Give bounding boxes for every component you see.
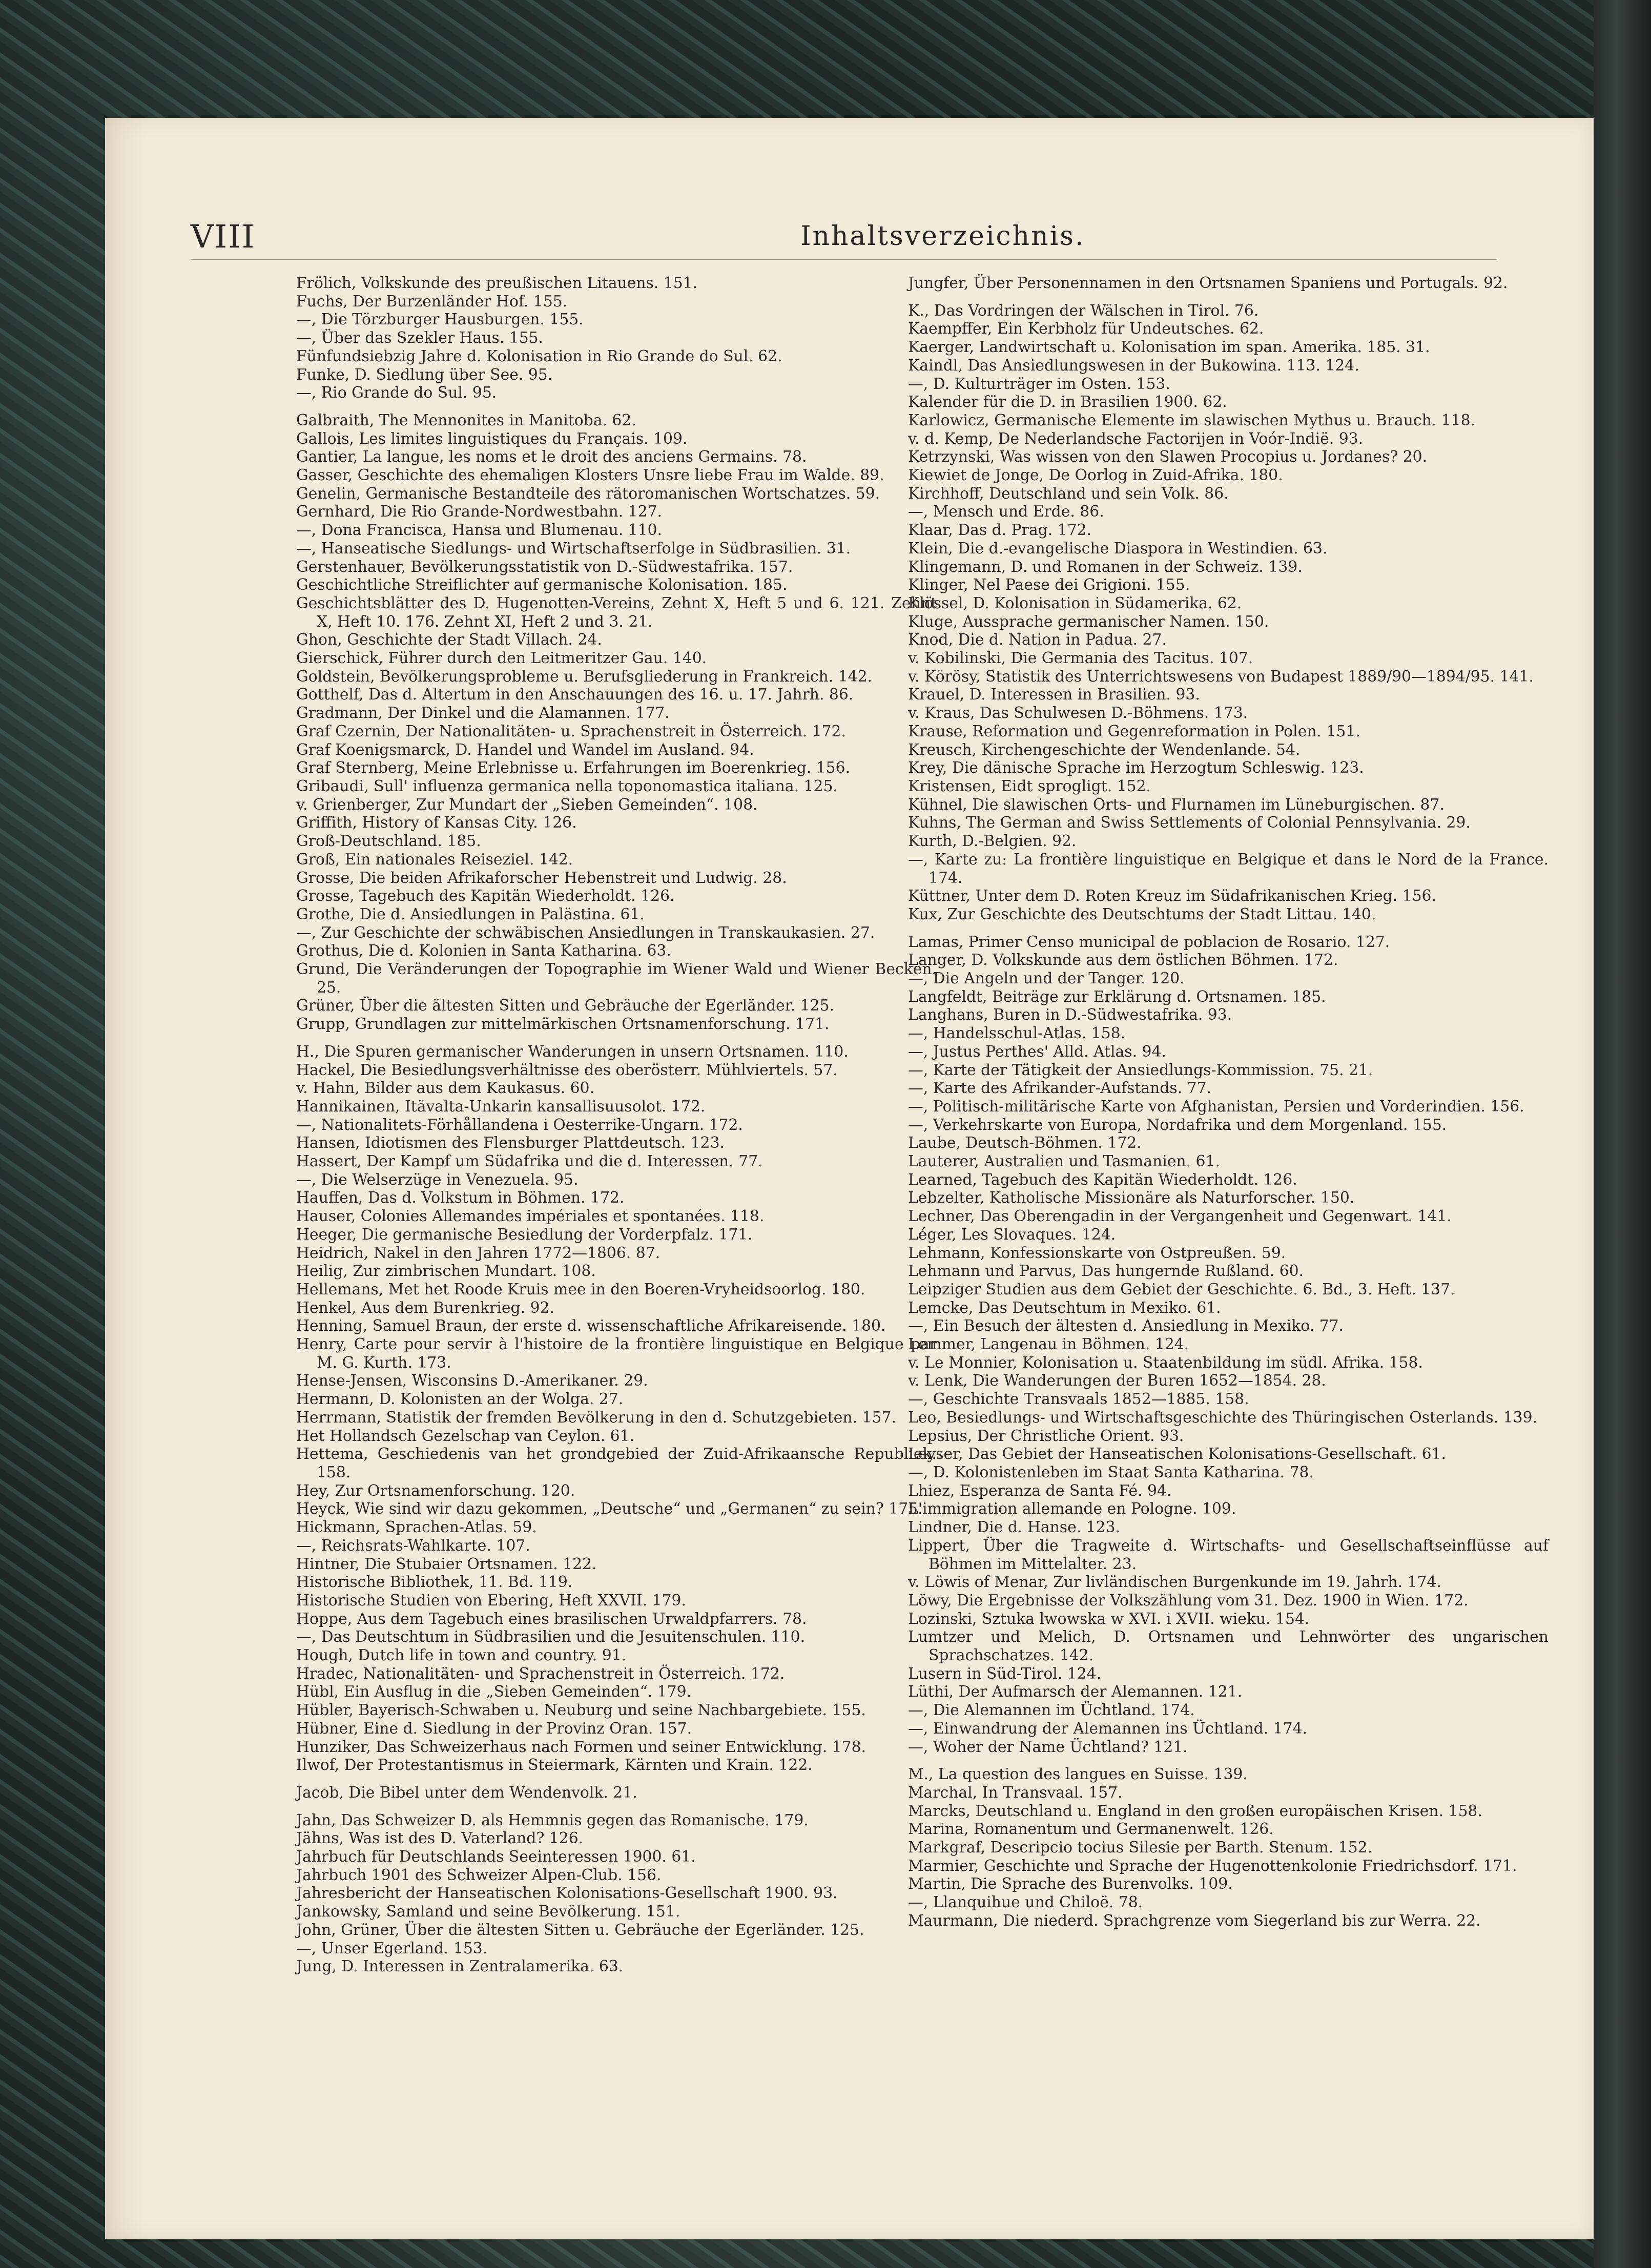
index-entry: Ghon, Geschichte der Stadt Villach. 24. (296, 631, 602, 649)
index-entry: —, Politisch-militärische Karte von Afghanistan, Persien und Vorderindien. 156. (908, 1097, 1524, 1116)
index-entry: Galbraith, The Mennonites in Manitoba. 62. (296, 411, 636, 429)
index-entry: v. Körösy, Statistik des Unterrichtswesens von Budapest 1889/90—1894/95. 141. (908, 667, 1534, 686)
page-number: VIII (191, 218, 256, 255)
index-entry: Langhans, Buren in D.-Südwestafrika. 93. (908, 1006, 1232, 1024)
index-entry: Hauffen, Das d. Volkstum in Böhmen. 172. (296, 1189, 625, 1207)
index-entry: v. Hahn, Bilder aus dem Kaukasus. 60. (296, 1079, 594, 1098)
index-entry: —, Llanquihue und Chiloë. 78. (908, 1893, 1143, 1912)
index-entry: —, Rio Grande do Sul. 95. (296, 384, 497, 402)
index-entry: —, Hanseatische Siedlungs- und Wirtschaftserfolge in Südbrasilien. 31. (296, 539, 851, 558)
index-entry: Jahresbericht der Hanseatischen Kolonisations-Gesellschaft 1900. 93. (296, 1884, 838, 1903)
index-entry: —, Dona Francisca, Hansa und Blumenau. 110. (296, 521, 663, 540)
index-column-right (908, 274, 1549, 1930)
index-entry: —, Über das Szekler Haus. 155. (296, 329, 544, 347)
index-entry: —, Karte der Tätigkeit der Ansiedlungs-Kommission. 75. 21. (908, 1061, 1373, 1079)
index-entry: —, Unser Egerland. 153. (296, 1939, 488, 1957)
index-entry: Lemmer, Langenau in Böhmen. 124. (908, 1335, 1189, 1354)
index-entry: Hackel, Die Besiedlungsverhältnisse des oberösterr. Mühlviertels. 57. (296, 1061, 838, 1079)
index-entry: Krey, Die dänische Sprache im Herzogtum Schleswig. 123. (908, 759, 1364, 777)
index-entry: Kux, Zur Geschichte des Deutschtums der Stadt Littau. 140. (908, 905, 1376, 923)
index-entry: H., Die Spuren germanischer Wanderungen in unsern Ortsnamen. 110. (296, 1042, 849, 1061)
index-entry: —, Karte zu: La frontière linguistique en Belgique et dans le Nord de la France. 174. (908, 850, 1549, 887)
index-entry: —, Die Welserzüge in Venezuela. 95. (296, 1170, 579, 1189)
index-entry: v. d. Kemp, De Nederlandsche Factorijen in Voór-Indië. 93. (908, 429, 1364, 448)
index-entry: Jung, D. Interessen in Zentralamerika. 63. (296, 1957, 624, 1976)
index-entry: Marmier, Geschichte und Sprache der Hugenottenkolonie Friedrichsdorf. 171. (908, 1857, 1517, 1875)
index-entry: —, Geschichte Transvaals 1852—1885. 158. (908, 1390, 1249, 1409)
index-entry: Kluge, Aussprache germanischer Namen. 150. (908, 612, 1269, 631)
index-entry: Groß-Deutschland. 185. (296, 832, 481, 851)
index-entry: Hellemans, Met het Roode Kruis mee in den Boeren-Vryheidsoorlog. 180. (296, 1280, 865, 1298)
index-entry: Lamas, Primer Censo municipal de poblacion de Rosario. 127. (908, 933, 1390, 951)
index-entry: v. Kraus, Das Schulwesen D.-Böhmens. 173. (908, 704, 1248, 723)
index-entry: —, Reichsrats-Wahlkarte. 107. (296, 1536, 530, 1555)
index-entry: Marina, Romanentum und Germanenwelt. 126. (908, 1820, 1274, 1839)
index-entry: Jacob, Die Bibel unter dem Wendenvolk. 21. (296, 1783, 637, 1802)
index-entry: Hettema, Geschiedenis van het grondgebied der Zuid-Afrikaansche Republiek. 158. (296, 1445, 937, 1481)
index-entry: Jahn, Das Schweizer D. als Hemmnis gegen das Romanische. 179. (296, 1811, 809, 1829)
index-entry: —, Ein Besuch der ältesten d. Ansiedlung in Mexiko. 77. (908, 1317, 1344, 1335)
index-entry: Lebzelter, Katholische Missionäre als Naturforscher. 150. (908, 1189, 1355, 1207)
index-entry: Het Hollandsch Gezelschap van Ceylon. 61. (296, 1427, 635, 1445)
index-entry: Hannikainen, Itävalta-Unkarin kansallisuusolot. 172. (296, 1097, 706, 1116)
index-entry: —, D. Kolonistenleben im Staat Santa Katharina. 78. (908, 1463, 1314, 1481)
index-entry: —, Die Törzburger Hausburgen. 155. (296, 311, 584, 329)
index-entry: Hey, Zur Ortsnamenforschung. 120. (296, 1481, 575, 1500)
index-entry: Lumtzer und Melich, D. Ortsnamen und Lehnwörter des ungarischen Sprachschatzes. 142. (908, 1628, 1549, 1665)
index-entry: Jahrbuch 1901 des Schweizer Alpen-Club. 156. (296, 1866, 662, 1884)
index-entry: Hübler, Bayerisch-Schwaben u. Neuburg und seine Nachbargebiete. 155. (296, 1701, 866, 1720)
index-entry: Kiewiet de Jonge, De Oorlog in Zuid-Afrika. 180. (908, 466, 1283, 485)
index-entry: Léger, Les Slovaques. 124. (908, 1225, 1116, 1244)
index-entry: —, D. Kulturträger im Osten. 153. (908, 375, 1170, 393)
index-entry: Kirchhoff, Deutschland und sein Volk. 86. (908, 484, 1229, 503)
index-entry: Grosse, Die beiden Afrikaforscher Hebenstreit und Ludwig. 28. (296, 869, 787, 887)
index-entry: Historische Studien von Ebering, Heft XXVII. 179. (296, 1591, 686, 1610)
index-entry: —, Das Deutschtum in Südbrasilien und die Jesuitenschulen. 110. (296, 1628, 806, 1646)
index-entry: Lechner, Das Oberengadin in der Vergangenheit und Gegenwart. 141. (908, 1207, 1452, 1226)
index-entry: Griffith, History of Kansas City. 126. (296, 814, 577, 832)
index-entry: Frölich, Volkskunde des preußischen Litauens. 151. (296, 274, 698, 292)
index-entry: Hense-Jensen, Wisconsins D.-Amerikaner. 29. (296, 1372, 648, 1390)
index-entry: Langfeldt, Beiträge zur Erklärung d. Ortsnamen. 185. (908, 987, 1326, 1006)
index-entry: Hübner, Eine d. Siedlung in der Provinz Oran. 157. (296, 1719, 692, 1738)
index-entry: Krause, Reformation und Gegenreformation in Polen. 151. (908, 722, 1360, 740)
index-entry: Hansen, Idiotismen des Flensburger Plattdeutsch. 123. (296, 1134, 725, 1152)
index-entry: —, Karte des Afrikander-Aufstands. 77. (908, 1079, 1212, 1098)
index-entry: Klössel, D. Kolonisation in Südamerika. 62. (908, 594, 1242, 612)
index-entry: Kurth, D.-Belgien. 92. (908, 832, 1077, 851)
index-entry: Heeger, Die germanische Besiedlung der Vorderpfalz. 171. (296, 1225, 753, 1244)
index-entry: Hauser, Colonies Allemandes impériales et spontanées. 118. (296, 1207, 765, 1226)
index-entry: v. Le Monnier, Kolonisation u. Staatenbildung im südl. Afrika. 158. (908, 1353, 1423, 1372)
index-entry: L'immigration allemande en Pologne. 109. (908, 1500, 1236, 1518)
index-entry: Grund, Die Veränderungen der Topographie im Wiener Wald und Wiener Becken. 25. (296, 960, 937, 997)
index-entry: Groß, Ein nationales Reiseziel. 142. (296, 850, 573, 869)
index-entry: Laube, Deutsch-Böhmen. 172. (908, 1134, 1142, 1152)
index-entry: Hradec, Nationalitäten- und Sprachenstreit in Österreich. 172. (296, 1664, 785, 1683)
index-entry: Lozinski, Sztuka lwowska w XVI. i XVII. wieku. 154. (908, 1610, 1310, 1628)
index-entry: Grosse, Tagebuch des Kapitän Wiederholdt. 126. (296, 887, 675, 905)
index-entry: Marcks, Deutschland u. England in den großen europäischen Krisen. 158. (908, 1802, 1482, 1820)
index-entry: Graf Sternberg, Meine Erlebnisse u. Erfahrungen im Boerenkrieg. 156. (296, 759, 851, 777)
index-entry: Fünfundsiebzig Jahre d. Kolonisation in Rio Grande do Sul. 62. (296, 347, 782, 365)
index-entry: —, Die Alemannen im Üchtland. 174. (908, 1701, 1195, 1720)
index-column-left (296, 274, 937, 1976)
index-entry: —, Mensch und Erde. 86. (908, 503, 1104, 521)
index-entry: Gotthelf, Das d. Altertum in den Anschauungen des 16. u. 17. Jahrh. 86. (296, 686, 854, 704)
index-entry: Lusern in Süd-Tirol. 124. (908, 1664, 1102, 1683)
index-entry: Henkel, Aus dem Burenkrieg. 92. (296, 1298, 554, 1317)
index-entry: Gasser, Geschichte des ehemaligen Klosters Unsre liebe Frau im Walde. 89. (296, 466, 884, 485)
index-entry: Klinger, Nel Paese dei Grigioni. 155. (908, 576, 1190, 594)
index-entry: Karlowicz, Germanische Elemente im slawischen Mythus u. Brauch. 118. (908, 411, 1476, 429)
index-entry: Gerstenhauer, Bevölkerungsstatistik von D.-Südwestafrika. 157. (296, 558, 793, 576)
index-entry: Leipziger Studien aus dem Gebiet der Geschichte. 6. Bd., 3. Heft. 137. (908, 1280, 1455, 1298)
index-entry: v. Lenk, Die Wanderungen der Buren 1652—1854. 28. (908, 1372, 1326, 1390)
index-entry: Leo, Besiedlungs- und Wirtschaftsgeschichte des Thüringischen Osterlands. 139. (908, 1408, 1538, 1427)
index-entry: Graf Koenigsmarck, D. Handel und Wandel im Ausland. 94. (296, 740, 754, 759)
index-entry: Kalender für die D. in Brasilien 1900. 62. (908, 393, 1227, 411)
index-entry: Jähns, Was ist des D. Vaterland? 126. (296, 1829, 584, 1848)
page-title: Inhaltsverzeichnis. (800, 221, 1085, 252)
index-entry: Hassert, Der Kampf um Südafrika und die d. Interessen. 77. (296, 1152, 763, 1171)
index-entry: Lehmann und Parvus, Das hungernde Rußland. 60. (908, 1262, 1304, 1281)
index-entry: M., La question des langues en Suisse. 139. (908, 1765, 1248, 1784)
index-entry: Geschichtliche Streiflichter auf germanische Kolonisation. 185. (296, 576, 788, 594)
index-entry: Grüner, Über die ältesten Sitten und Gebräuche der Egerländer. 125. (296, 997, 835, 1015)
index-entry: —, Zur Geschichte der schwäbischen Ansiedlungen in Transkaukasien. 27. (296, 923, 875, 942)
index-entry: Historische Bibliothek, 11. Bd. 119. (296, 1573, 573, 1592)
index-entry: Jahrbuch für Deutschlands Seeinteressen 1900. 61. (296, 1848, 696, 1866)
index-entry: Hunziker, Das Schweizerhaus nach Formen und seiner Entwicklung. 178. (296, 1738, 866, 1756)
index-entry: Graf Czernin, Der Nationalitäten- u. Sprachenstreit in Österreich. 172. (296, 722, 846, 740)
index-entry: —, Handelsschul-Atlas. 158. (908, 1024, 1126, 1043)
index-entry: Kaindl, Das Ansiedlungswesen in der Bukowina. 113. 124. (908, 356, 1359, 375)
index-entry: Löwy, Die Ergebnisse der Volkszählung vom 31. Dez. 1900 in Wien. 172. (908, 1591, 1469, 1610)
index-entry: Klein, Die d.-evangelische Diaspora in Westindien. 63. (908, 539, 1328, 558)
index-entry: Henry, Carte pour servir à l'histoire de la frontière linguistique en Belgique par M. G. Kurth. 173. (296, 1335, 937, 1372)
index-entry: Hintner, Die Stubaier Ortsnamen. 122. (296, 1555, 597, 1573)
index-entry: K., Das Vordringen der Wälschen in Tirol. 76. (908, 301, 1259, 320)
index-entry: Jankowsky, Samland und seine Bevölkerung. 151. (296, 1903, 680, 1921)
index-entry: Heidrich, Nakel in den Jahren 1772—1806. 87. (296, 1244, 661, 1262)
index-entry: Lüthi, Der Aufmarsch der Alemannen. 121. (908, 1683, 1243, 1701)
index-entry: —, Einwandrung der Alemannen ins Üchtland. 174. (908, 1719, 1308, 1738)
running-header (191, 218, 1497, 260)
index-entry: Klingemann, D. und Romanen in der Schweiz. 139. (908, 558, 1303, 576)
index-entry: Grothus, Die d. Kolonien in Santa Katharina. 63. (296, 942, 671, 960)
index-entry: Leyser, Das Gebiet der Hanseatischen Kolonisations-Gesellschaft. 61. (908, 1445, 1446, 1463)
index-entry: Hübl, Ein Ausflug in die „Sieben Gemeinden“. 179. (296, 1683, 692, 1701)
index-entry: v. Kobilinski, Die Germania des Tacitus. 107. (908, 649, 1253, 668)
index-entry: —, Verkehrskarte von Europa, Nordafrika und dem Morgenland. 155. (908, 1116, 1447, 1134)
index-entry: Jungfer, Über Personennamen in den Ortsnamen Spaniens und Portugals. 92. (908, 274, 1508, 292)
index-entry: Kuhns, The German and Swiss Settlements of Colonial Pennsylvania. 29. (908, 814, 1471, 832)
index-entry: Kreusch, Kirchengeschichte der Wendenlande. 54. (908, 740, 1301, 759)
index-entry: Maurmann, Die niederd. Sprachgrenze vom Siegerland bis zur Werra. 22. (908, 1911, 1481, 1930)
index-entry: Knod, Die d. Nation in Padua. 27. (908, 631, 1167, 649)
index-entry: Lauterer, Australien und Tasmanien. 61. (908, 1152, 1220, 1171)
index-entry: Grupp, Grundlagen zur mittelmärkischen Ortsnamenforschung. 171. (296, 1015, 830, 1034)
index-entry: Markgraf, Descripcio tocius Silesie per Barth. Stenum. 152. (908, 1839, 1373, 1857)
index-entry: Ketrzynski, Was wissen von den Slawen Procopius u. Jordanes? 20. (908, 448, 1428, 466)
index-entry: Kaempffer, Ein Kerbholz für Undeutsches. 62. (908, 320, 1264, 338)
book-spine (1594, 0, 1651, 2268)
index-entry: —, Woher der Name Üchtland? 121. (908, 1738, 1188, 1756)
index-entry: Langer, D. Volkskunde aus dem östlichen Böhmen. 172. (908, 951, 1338, 970)
index-entry: Goldstein, Bevölkerungsprobleme u. Berufsgliederung in Frankreich. 142. (296, 667, 873, 686)
index-entry: Gribaudi, Sull' influenza germanica nella toponomastica italiana. 125. (296, 777, 838, 795)
index-entry: Hough, Dutch life in town and country. 91. (296, 1646, 627, 1665)
index-entry: Genelin, Germanische Bestandteile des rätoromanischen Wortschatzes. 59. (296, 484, 880, 503)
index-entry: Kaerger, Landwirtschaft u. Kolonisation im span. Amerika. 185. 31. (908, 338, 1430, 357)
index-entry: Ilwof, Der Protestantismus in Steiermark, Kärnten und Krain. 122. (296, 1756, 813, 1775)
index-entry: Lindner, Die d. Hanse. 123. (908, 1518, 1121, 1537)
index-entry: Herrmann, Statistik der fremden Bevölkerung in den d. Schutzgebieten. 157. (296, 1408, 896, 1427)
index-entry: Heilig, Zur zimbrischen Mundart. 108. (296, 1262, 596, 1281)
index-entry: Gernhard, Die Rio Grande-Nordwestbahn. 127. (296, 503, 663, 521)
index-entry: Gierschick, Führer durch den Leitmeritzer Gau. 140. (296, 649, 707, 668)
index-entry: Geschichtsblätter des D. Hugenotten-Vereins, Zehnt X, Heft 5 und 6. 121. Zehnt X, Heft 10. 176. Zehnt XI, Heft 2 und 3. 21. (296, 594, 937, 631)
index-entry: Gantier, La langue, les noms et le droit des anciens Germains. 78. (296, 448, 807, 466)
index-entry: Hoppe, Aus dem Tagebuch eines brasilischen Urwaldpfarrers. 78. (296, 1610, 807, 1628)
index-entry: Lhiez, Esperanza de Santa Fé. 94. (908, 1481, 1172, 1500)
index-entry: Kühnel, Die slawischen Orts- und Flurnamen im Lüneburgischen. 87. (908, 795, 1444, 814)
index-entry: Grothe, Die d. Ansiedlungen in Palästina. 61. (296, 905, 645, 923)
index-entry: Henning, Samuel Braun, der erste d. wissenschaftliche Afrikareisende. 180. (296, 1317, 886, 1335)
index-entry: Lippert, Über die Tragweite d. Wirtschafts- und Gesellschaftseinflüsse auf Böhmen im Mittelalter. 23. (908, 1536, 1549, 1573)
index-entry: Küttner, Unter dem D. Roten Kreuz im Südafrikanischen Krieg. 156. (908, 887, 1436, 905)
index-entry: Lehmann, Konfessionskarte von Ostpreußen. 59. (908, 1244, 1286, 1262)
index-entry: Lepsius, Der Christliche Orient. 93. (908, 1427, 1184, 1445)
index-entry: Klaar, Das d. Prag. 172. (908, 521, 1092, 540)
index-entry: Heyck, Wie sind wir dazu gekommen, „Deutsche“ und „Germanen“ zu sein? 175. (296, 1500, 923, 1518)
index-entry: John, Grüner, Über die ältesten Sitten u. Gebräuche der Egerländer. 125. (296, 1921, 864, 1939)
index-entry: Funke, D. Siedlung über See. 95. (296, 365, 553, 384)
index-entry: —, Nationalitets-Förhållandena i Oesterrike-Ungarn. 172. (296, 1116, 743, 1134)
index-entry: Fuchs, Der Burzenländer Hof. 155. (296, 292, 568, 311)
index-entry: Krauel, D. Interessen in Brasilien. 93. (908, 686, 1200, 704)
index-entry: Learned, Tagebuch des Kapitän Wiederholdt. 126. (908, 1170, 1297, 1189)
index-entry: v. Löwis of Menar, Zur livländischen Burgenkunde im 19. Jahrh. 174. (908, 1573, 1441, 1592)
index-entry: —, Justus Perthes' Alld. Atlas. 94. (908, 1042, 1166, 1061)
page-gutter-shadow (105, 118, 146, 2239)
index-entry: v. Grienberger, Zur Mundart der „Sieben Gemeinden“. 108. (296, 795, 758, 814)
index-entry: Hickmann, Sprachen-Atlas. 59. (296, 1518, 537, 1537)
index-entry: Martin, Die Sprache des Burenvolks. 109. (908, 1875, 1233, 1893)
index-entry: Gallois, Les limites linguistiques du Français. 109. (296, 429, 688, 448)
index-entry: Marchal, In Transvaal. 157. (908, 1783, 1123, 1802)
index-entry: Hermann, D. Kolonisten an der Wolga. 27. (296, 1390, 624, 1409)
index-entry: Gradmann, Der Dinkel und die Alamannen. 177. (296, 704, 670, 723)
index-entry: Kristensen, Eidt sprogligt. 152. (908, 777, 1151, 795)
index-entry: Lemcke, Das Deutschtum in Mexiko. 61. (908, 1298, 1221, 1317)
index-entry: —, Die Angeln und der Tanger. 120. (908, 970, 1185, 988)
